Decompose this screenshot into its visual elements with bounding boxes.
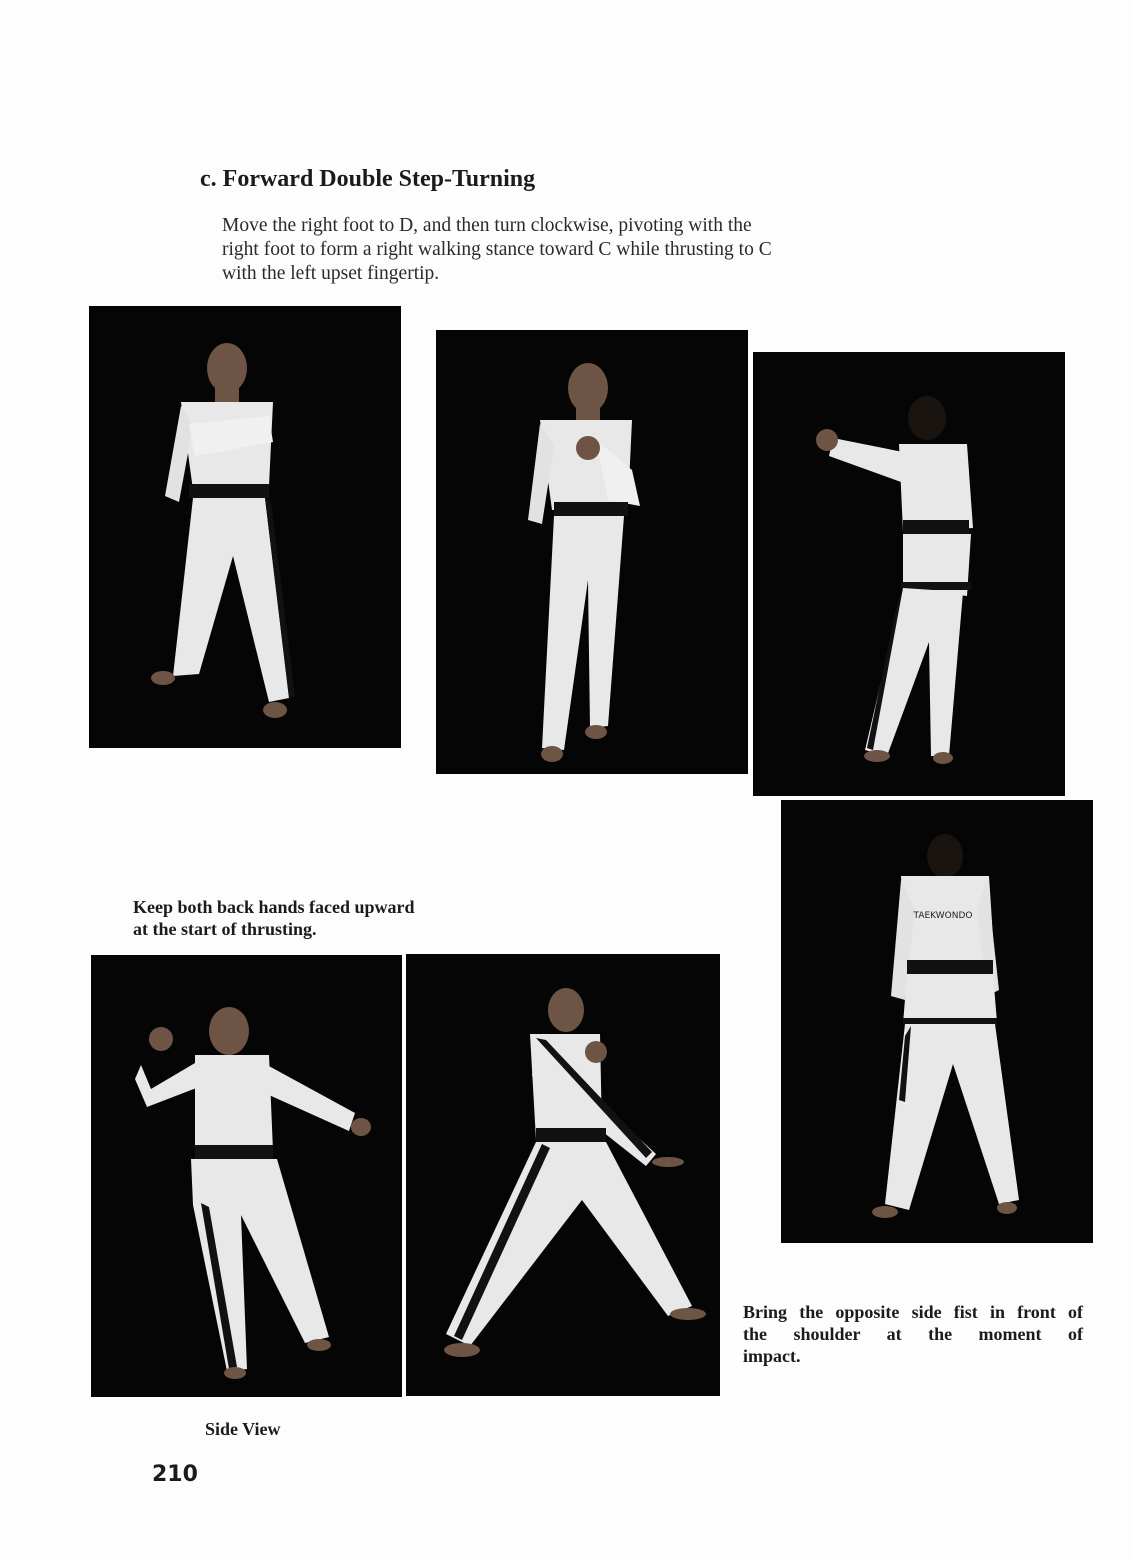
photo-front-thrust xyxy=(91,955,402,1397)
figure-illustration xyxy=(406,954,720,1396)
figure-illustration xyxy=(753,352,1065,796)
caption-line: at the start of thrusting. xyxy=(133,919,317,939)
intro-line: Move the right foot to D, and then turn clockwise, pivoting with the xyxy=(222,215,752,236)
page-number: 210 xyxy=(152,1462,198,1487)
caption-back-hands xyxy=(133,896,415,940)
caption-side-view: Side View xyxy=(205,1419,281,1439)
caption-fist-impact xyxy=(743,1301,1083,1367)
section-heading: c. Forward Double Step-Turning xyxy=(200,166,536,192)
figure-illustration xyxy=(781,800,1093,1243)
intro-line: right foot to form a right walking stance toward C while thrusting to C xyxy=(222,239,772,260)
intro-paragraph xyxy=(222,214,962,286)
figure-illustration xyxy=(436,330,748,774)
caption-line: Bring the opposite side fist in front of xyxy=(743,1302,1083,1322)
caption-line: the shoulder at the moment of xyxy=(743,1324,1083,1344)
photo-front-fist-chest xyxy=(436,330,748,774)
caption-line: Keep both back hands faced upward xyxy=(133,897,415,917)
photo-side-view xyxy=(406,954,720,1396)
figure-illustration xyxy=(91,955,402,1397)
photo-front-crossed-arms xyxy=(89,306,401,748)
intro-line: with the left upset fingertip. xyxy=(222,263,440,284)
caption-line: impact. xyxy=(743,1346,801,1366)
photo-back-turning xyxy=(753,352,1065,796)
photo-back-logo xyxy=(781,800,1093,1243)
svg-text:TAEKWONDO: TAEKWONDO xyxy=(913,911,973,921)
figure-illustration xyxy=(89,306,401,748)
